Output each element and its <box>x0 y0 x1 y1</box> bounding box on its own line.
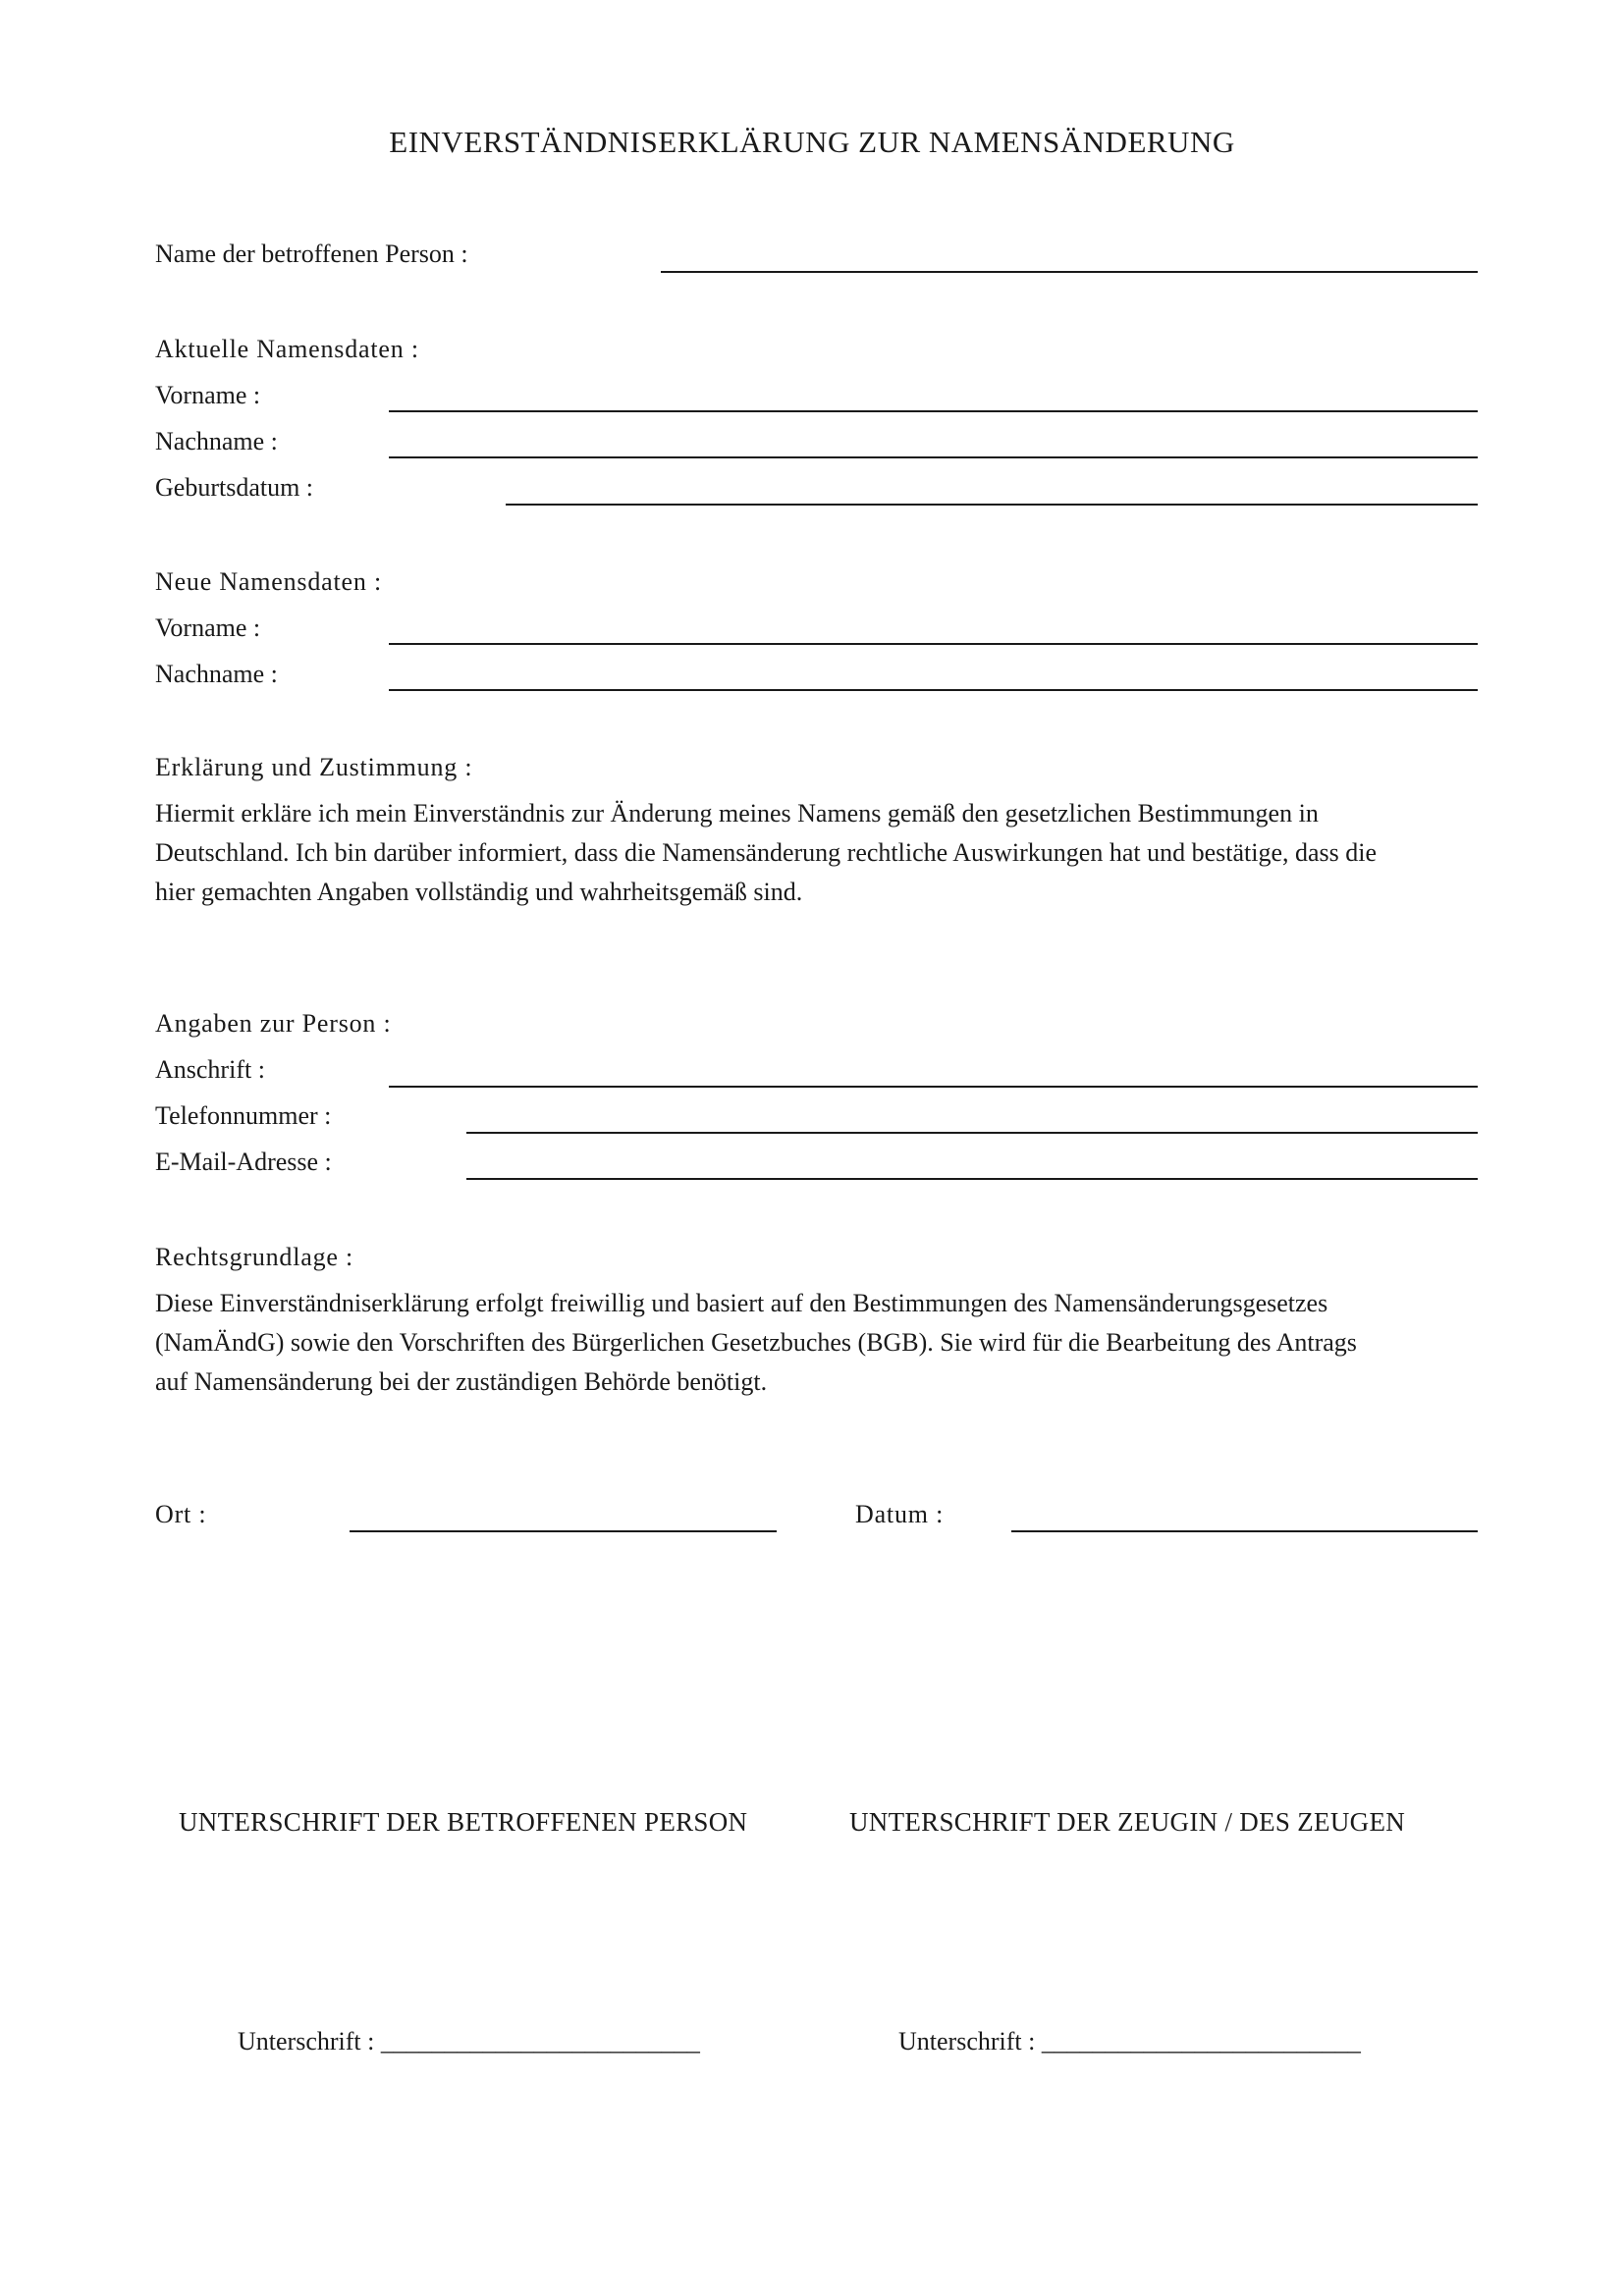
declaration-line: Hiermit erkläre ich mein Einverständnis zur Änderung meines Namens gemäß den gesetzlichen Bestimmungen in <box>155 799 1319 828</box>
date-label: Datum : <box>855 1500 945 1528</box>
place-label: Ort : <box>155 1500 207 1528</box>
legal-basis-line: (NamÄndG) sowie den Vorschriften des Bürgerlichen Gesetzbuches (BGB). Sie wird für die Bearbeitung des Antrags <box>155 1328 1357 1357</box>
new-last-name-field[interactable] <box>389 689 1478 691</box>
legal-basis-line: Diese Einverständniserklärung erfolgt freiwillig und basiert auf den Bestimmungen des Namensänderungsgesetzes <box>155 1289 1328 1317</box>
address-field[interactable] <box>389 1086 1478 1088</box>
new-name-heading: Neue Namensdaten : <box>155 567 382 596</box>
legal-basis-text <box>155 1284 1481 1402</box>
new-last-name-label: Nachname : <box>155 660 278 688</box>
date-field[interactable] <box>1011 1530 1478 1532</box>
document-title: EINVERSTÄNDNISERKLÄRUNG ZUR NAMENSÄNDERUNG <box>389 125 1235 159</box>
birthdate-field[interactable] <box>506 504 1478 506</box>
current-first-name-label: Vorname : <box>155 381 261 409</box>
phone-label: Telefonnummer : <box>155 1101 332 1130</box>
declaration-line: Deutschland. Ich bin darüber informiert, dass die Namensänderung rechtliche Auswirkungen hat und bestätige, dass die <box>155 838 1378 867</box>
person-info-heading: Angaben zur Person : <box>155 1009 392 1038</box>
current-last-name-field[interactable] <box>389 456 1478 458</box>
legal-basis-heading: Rechtsgrundlage : <box>155 1243 354 1271</box>
new-first-name-label: Vorname : <box>155 614 261 642</box>
witness-signature-field[interactable]: Unterschrift : _________________________ <box>898 2027 1361 2056</box>
email-field[interactable] <box>466 1178 1478 1180</box>
declaration-text <box>155 794 1481 912</box>
email-label: E-Mail-Adresse : <box>155 1148 332 1176</box>
person-name-field[interactable] <box>661 271 1478 273</box>
witness-signature-heading: UNTERSCHRIFT DER ZEUGIN / DES ZEUGEN <box>849 1807 1406 1837</box>
person-signature-field[interactable]: Unterschrift : _________________________ <box>238 2027 700 2056</box>
declaration-line: hier gemachten Angaben vollständig und wahrheitsgemäß sind. <box>155 878 803 906</box>
birthdate-label: Geburtsdatum : <box>155 473 314 502</box>
phone-field[interactable] <box>466 1132 1478 1134</box>
person-name-label: Name der betroffenen Person : <box>155 240 468 268</box>
person-signature-heading: UNTERSCHRIFT DER BETROFFENEN PERSON <box>179 1807 748 1837</box>
address-label: Anschrift : <box>155 1055 265 1084</box>
legal-basis-line: auf Namensänderung bei der zuständigen Behörde benötigt. <box>155 1367 768 1396</box>
place-field[interactable] <box>350 1530 777 1532</box>
current-last-name-label: Nachname : <box>155 427 278 455</box>
declaration-heading: Erklärung und Zustimmung : <box>155 753 473 781</box>
new-first-name-field[interactable] <box>389 643 1478 645</box>
current-name-heading: Aktuelle Namensdaten : <box>155 335 419 363</box>
current-first-name-field[interactable] <box>389 410 1478 412</box>
